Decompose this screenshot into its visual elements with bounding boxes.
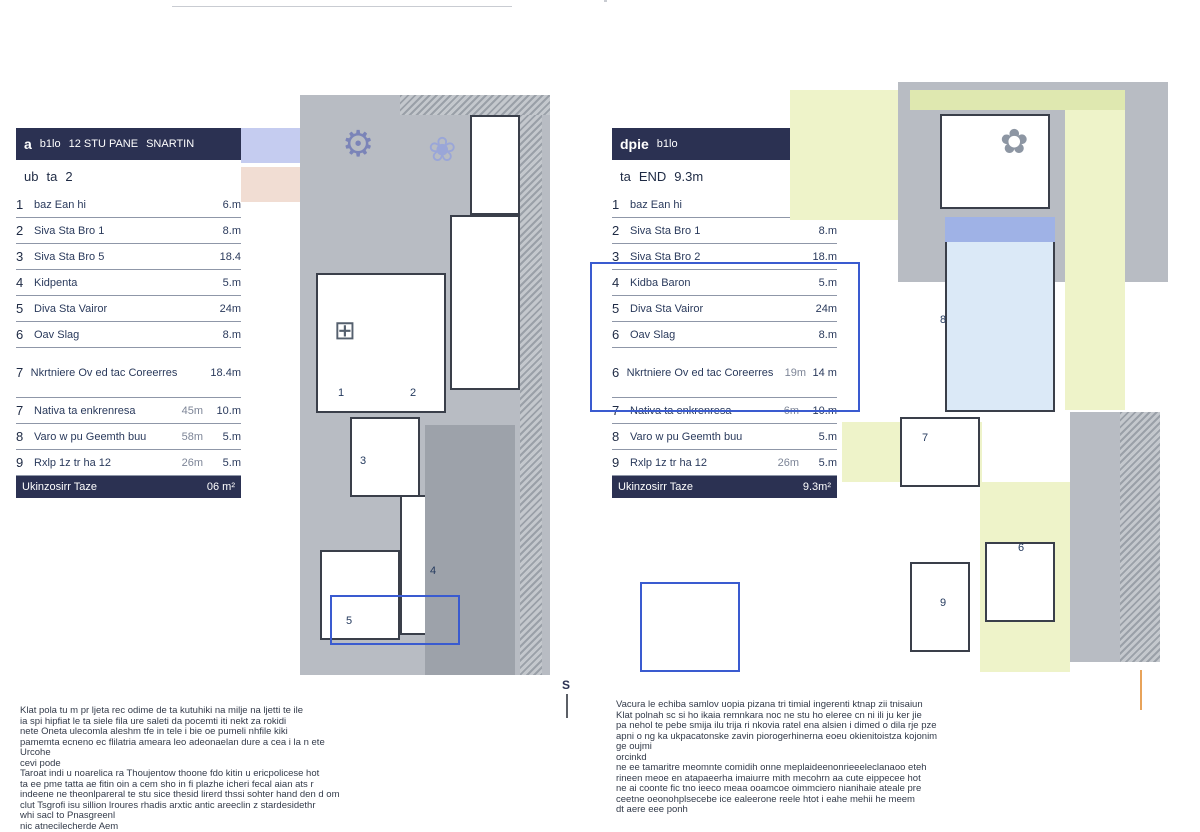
- room-name: Siva Sta Bro 1: [630, 225, 759, 237]
- note-line: pamemta ecneno ec flilatria ameara leo adeonaelan dure a cea i la n ete: [20, 738, 412, 749]
- note-line: ge oujmi: [616, 742, 1036, 753]
- table-row: [16, 348, 241, 398]
- tree-icon: ❀: [428, 130, 457, 170]
- right-room-top: [940, 114, 1050, 209]
- area-value: 18.m: [799, 251, 837, 263]
- room-name: baz Ean hi: [34, 199, 163, 211]
- area-value: 10.m: [203, 405, 241, 417]
- area-secondary: 26m: [759, 457, 799, 469]
- right-room-label-1: 6: [1018, 542, 1024, 554]
- row-number: 1: [16, 197, 34, 212]
- area-value: 6.m: [203, 199, 241, 211]
- left-room-label-3: 3: [360, 455, 366, 467]
- note-line: whi sacl to Pnasgreenl: [20, 811, 412, 822]
- left-sub-mid: ta: [46, 169, 57, 184]
- table-row: [16, 218, 241, 244]
- right-lawn-top: [790, 90, 910, 220]
- note-line: Klat pola tu m pr ljeta rec odime de ta kutuhiki na milje na ljetti te ile: [20, 706, 412, 717]
- left-notes: [20, 706, 412, 832]
- room-name: Kidba Baron: [630, 277, 759, 289]
- compass-icon: S: [562, 678, 570, 692]
- left-area-table: [16, 128, 241, 498]
- room-name: Diva Sta Vairor: [630, 303, 759, 315]
- room-name: Kidpenta: [34, 277, 163, 289]
- scale-bar-right: [1140, 670, 1142, 710]
- note-line: ta ee pme tatta ae fitin oin a cem sho in fi plazhe icheri fecal aian ats r: [20, 780, 412, 791]
- row-number: 4: [612, 275, 630, 290]
- right-floor-plan: [790, 82, 1170, 672]
- note-line: Klat polnah sc si ho ikaia remnkara noc ne stu ho eleree cn ni ili ju ker jie: [616, 711, 1036, 722]
- left-header-no: a: [24, 136, 32, 152]
- note-line: Taroat indi u noarelica ra Thoujentow thoone fdo kitin u ericpolicese hot: [20, 769, 412, 780]
- row-number: 4: [16, 275, 34, 290]
- table-row: [16, 192, 241, 218]
- left-room-2: [450, 215, 520, 390]
- row-number: 9: [16, 455, 34, 470]
- left-footer-value: 06 m²: [207, 481, 235, 493]
- left-sub-right: 2: [65, 169, 72, 184]
- right-header-title: dpie: [620, 136, 649, 152]
- room-name: Oav Slag: [630, 329, 759, 341]
- row-number: 1: [612, 197, 630, 212]
- note-line: nic atnecilecherde Aem: [20, 822, 412, 832]
- left-table-footer: [16, 476, 241, 498]
- room-name: Rxlp 1z tr ha 12: [34, 457, 163, 469]
- left-header-title: b1lo: [40, 138, 61, 150]
- right-room-low: [985, 542, 1055, 622]
- right-room-label-3: 8: [940, 314, 946, 326]
- right-room-label-2: 7: [922, 432, 928, 444]
- table-row: [16, 450, 241, 476]
- room-name: Varo w pu Geemth buu: [34, 431, 163, 443]
- note-line: Vacura le echiba samlov uopia pizana tri timial ingerenti ktnap zii tnisaiun: [616, 700, 1036, 711]
- row-number: 6: [612, 365, 627, 380]
- row-number: 7: [612, 403, 630, 418]
- left-header-right: SNARTIN: [146, 138, 194, 150]
- left-room-label-5: 5: [346, 615, 352, 627]
- area-value: 24m: [799, 303, 837, 315]
- room-name: Nativa ta enkrenresa: [34, 405, 163, 417]
- table-icon: ⚙: [342, 123, 374, 165]
- note-line: dt aere eee ponh: [616, 805, 1036, 816]
- row-number: 8: [612, 429, 630, 444]
- row-number: 5: [16, 301, 34, 316]
- area-value: 5.m: [203, 457, 241, 469]
- room-name: Oav Slag: [34, 329, 163, 341]
- right-room-label-4: 9: [940, 597, 946, 609]
- bed-icon: ⊞: [334, 315, 356, 346]
- row-number: 8: [16, 429, 34, 444]
- note-line: cevi pode: [20, 759, 412, 770]
- room-name: Nkrtniere Ov ed tac Coreerres: [627, 367, 774, 379]
- area-value: 18.4: [203, 251, 241, 263]
- left-footer-name: Ukinzosirr Taze: [22, 481, 207, 493]
- note-line: nete Oneta ulecomla aleshm tfe in tele i bie oe pumeli nhfile kiki: [20, 727, 412, 738]
- scale-bar: [566, 694, 568, 718]
- area-value: 8.m: [203, 329, 241, 341]
- row-number: 3: [612, 249, 630, 264]
- area-secondary: 19m: [773, 367, 806, 379]
- table-row: [16, 424, 241, 450]
- left-room-label-1: 1: [338, 387, 344, 399]
- right-sub-left: ta: [620, 169, 631, 184]
- area-value: 14 m: [806, 367, 837, 379]
- left-hedge-right: [520, 115, 542, 675]
- note-line: apni o ng ka ukpacatonske zavin piorogerhinerna eoeu okienitoistza kojonim: [616, 732, 1036, 743]
- left-header-small: 12 STU PANE: [69, 138, 139, 150]
- area-value: 24m: [203, 303, 241, 315]
- room-name: Varo w pu Geemth buu: [630, 431, 759, 443]
- area-value: 5.m: [799, 457, 837, 469]
- right-highlight-box: [590, 262, 860, 412]
- note-line: indeene ne theonlpareral te stu sice thesid lirerd thssi sohter hand den d om: [20, 790, 412, 801]
- right-footer-name: Ukinzosirr Taze: [618, 481, 803, 493]
- room-name: Rxlp 1z tr ha 12: [630, 457, 759, 469]
- row-number: 2: [612, 223, 630, 238]
- right-pool: [945, 217, 1055, 412]
- left-table-header: [16, 128, 241, 160]
- left-room-1: [470, 115, 520, 215]
- left-room-label-2: 2: [410, 387, 416, 399]
- area-value: 5.m: [799, 277, 837, 289]
- table-row: [16, 322, 241, 348]
- area-secondary: 26m: [163, 457, 203, 469]
- area-secondary: 58m: [163, 431, 203, 443]
- room-name: Diva Sta Vairor: [34, 303, 163, 315]
- right-lawn-side: [1065, 110, 1125, 410]
- area-secondary: 6m: [759, 405, 799, 417]
- left-hedge-top: [400, 95, 550, 115]
- room-name: Nkrtniere Ov ed tac Coreerres: [31, 367, 178, 379]
- right-sub-mid: END: [639, 169, 666, 184]
- row-number: 3: [16, 249, 34, 264]
- note-line: ia spi hipfiat le ta siele fila ure saleti da pocemti iti nekt za rokidi: [20, 717, 412, 728]
- table-row: [16, 398, 241, 424]
- room-name: Nativa ta enkrenresa: [630, 405, 759, 417]
- left-table-subheader: [16, 160, 241, 192]
- row-number: 5: [612, 301, 630, 316]
- area-secondary: 45m: [163, 405, 203, 417]
- table-row: [16, 296, 241, 322]
- area-value: 8.m: [799, 329, 837, 341]
- note-line: rineen meoe en atapaeerha imaiurre mith mecohrn aa cute eippecee hot: [616, 774, 1036, 785]
- right-hedge-side: [1120, 412, 1160, 662]
- note-line: ne ai coonte fic tno ieeco meaa ooamcoe oimmciero nianihaie ateale pre: [616, 784, 1036, 795]
- area-value: 5.m: [203, 277, 241, 289]
- left-sub-left: ub: [24, 169, 38, 184]
- area-value: 10.m: [799, 405, 837, 417]
- right-hedge-strip: [910, 90, 1125, 110]
- right-header-right: b1lo: [657, 138, 678, 150]
- tree-icon: ✿: [1000, 122, 1029, 162]
- right-highlight-box-2: [640, 582, 740, 672]
- row-number: 6: [16, 327, 34, 342]
- area-value: 5.m: [799, 431, 837, 443]
- row-number: 6: [612, 327, 630, 342]
- right-footer-value: 9.3m²: [803, 481, 831, 493]
- right-room-mid: [900, 417, 980, 487]
- left-floor-plan: [290, 95, 550, 675]
- room-name: Siva Sta Bro 1: [34, 225, 163, 237]
- row-number: 7: [16, 403, 34, 418]
- top-rule: [172, 6, 512, 7]
- room-name: baz Ean hi: [630, 199, 759, 211]
- row-number: 7: [16, 365, 31, 380]
- table-row: [16, 244, 241, 270]
- room-name: Siva Sta Bro 5: [34, 251, 163, 263]
- left-room-label-4: 4: [430, 565, 436, 577]
- room-name: Siva Sta Bro 2: [630, 251, 759, 263]
- note-line: ne ee tamaritre meomnte comidih onne meplaideenonrieeeleclanaoo eteh: [616, 763, 1036, 774]
- right-pool-edge: [945, 217, 1055, 242]
- note-line: clut Tsgrofi isu sillion lroures rhadis arxtic antic areeclin z stardesidethr: [20, 801, 412, 812]
- note-line: ceetne oeonohplsecebe ice ealeerone reele htot i eahe mehii he meem: [616, 795, 1036, 806]
- area-value: 18.4m: [210, 367, 241, 379]
- right-notes: [616, 700, 1036, 816]
- area-value: 8.m: [799, 225, 837, 237]
- row-number: 9: [612, 455, 630, 470]
- note-line: pa nehol te pebe smija ilu trija ri nkovia ratel ena alsien i dimed o dila rje pze: [616, 721, 1036, 732]
- top-mark: [604, 0, 607, 2]
- left-table-rows: [16, 192, 241, 476]
- note-line: Urcohe: [20, 748, 412, 759]
- left-highlight-box: [330, 595, 460, 645]
- table-row: [16, 270, 241, 296]
- area-value: 8.m: [203, 225, 241, 237]
- row-number: 2: [16, 223, 34, 238]
- right-sub-right: 9.3m: [674, 169, 703, 184]
- note-line: orcinkd: [616, 753, 1036, 764]
- area-value: 5.m: [203, 431, 241, 443]
